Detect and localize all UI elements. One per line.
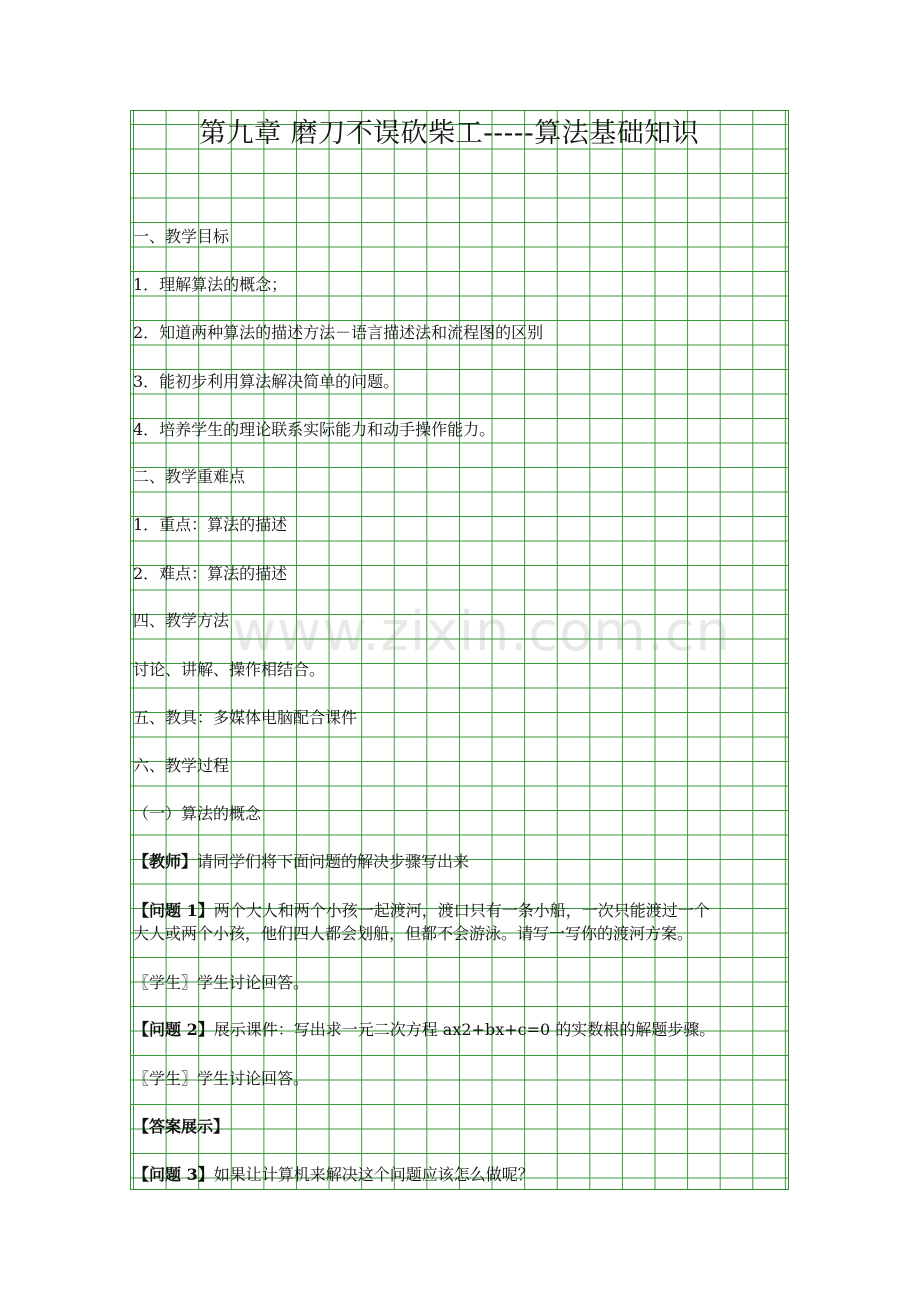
goals-heading: 一、教学目标 xyxy=(133,227,230,246)
teacher-line xyxy=(133,852,469,872)
keypoint-item-2: 2．难点：算法的描述 xyxy=(133,564,288,583)
concept-subheading: （一）算法的概念 xyxy=(133,804,262,823)
question-2-text: 展示课件：写出求一元二次方程 ax2+bx+c=0 的实数根的解题步骤。 xyxy=(213,1020,716,1039)
process-heading: 六、教学过程 xyxy=(133,756,230,775)
question-2-tag: 【问题 2】 xyxy=(133,1020,214,1039)
keypoint-item-1: 1．重点：算法的描述 xyxy=(133,515,288,534)
question-1-line-2: 大人或两个小孩，他们四人都会划船，但都不会游泳。请写一写你的渡河方案。 xyxy=(133,924,694,943)
student-answer-2: 〖学生〗学生讨论回答。 xyxy=(133,1069,310,1088)
student-answer-1: 〖学生〗学生讨论回答。 xyxy=(133,973,310,992)
grid-paper-page xyxy=(130,110,789,1190)
tools-line: 五、教具：多媒体电脑配合课件 xyxy=(133,708,358,727)
goal-item-3: 3．能初步利用算法解决简单的问题。 xyxy=(133,372,400,391)
goal-item-4: 4．培养学生的理论联系实际能力和动手操作能力。 xyxy=(133,420,496,439)
teacher-tag: 【教师】 xyxy=(133,852,198,871)
question-2-line xyxy=(133,1020,715,1040)
question-3-line xyxy=(133,1165,534,1185)
question-3-tag: 【问题 3】 xyxy=(133,1165,214,1184)
method-text: 讨论、讲解、操作相结合。 xyxy=(133,660,326,679)
question-1-line-1 xyxy=(133,901,710,921)
goal-item-1: 1．理解算法的概念； xyxy=(133,275,288,294)
method-heading: 四、教学方法 xyxy=(133,611,230,630)
site-watermark: www.zixin.com.cn xyxy=(232,600,731,663)
question-3-text: 如果让计算机来解决这个问题应该怎么做呢？ xyxy=(213,1165,534,1184)
question-1-tag: 【问题 1】 xyxy=(133,901,214,920)
chapter-title: 第九章 磨刀不误砍柴工-----算法基础知识 xyxy=(199,118,700,149)
goal-item-2: 2．知道两种算法的描述方法－语言描述法和流程图的区别 xyxy=(133,323,544,342)
question-1-text: 两个大人和两个小孩一起渡河，渡口只有一条小船，一次只能渡过一个 xyxy=(213,901,710,920)
keypoints-heading: 二、教学重难点 xyxy=(133,467,246,486)
answer-display-tag: 【答案展示】 xyxy=(133,1117,230,1136)
teacher-text: 请同学们将下面问题的解决步骤写出来 xyxy=(197,852,470,871)
